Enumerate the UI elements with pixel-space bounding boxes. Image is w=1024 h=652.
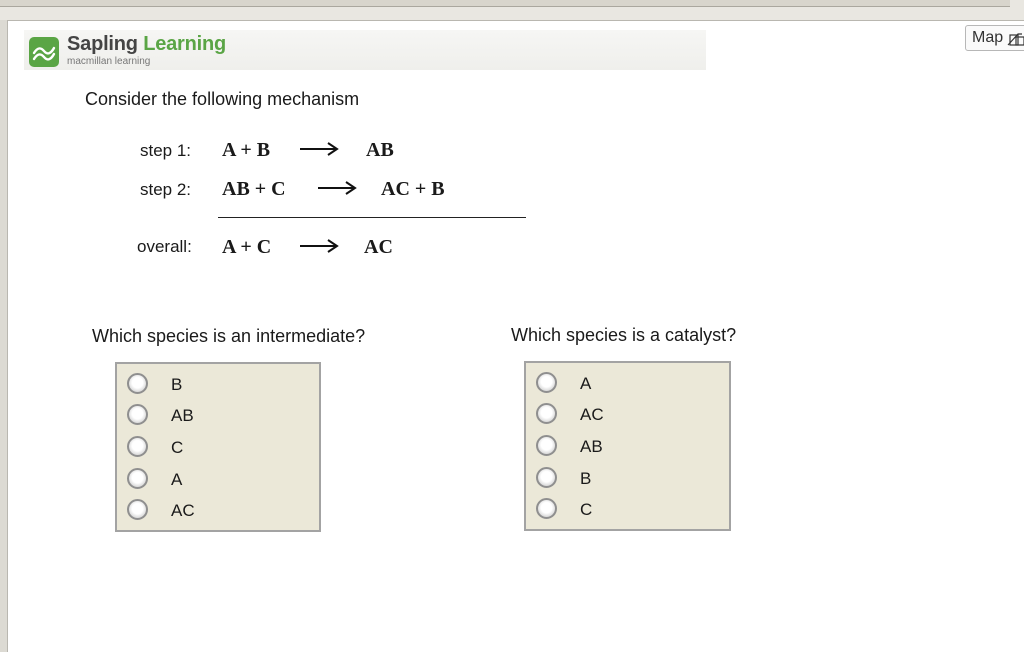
option-label: B — [171, 375, 183, 394]
radio-button[interactable] — [127, 499, 148, 520]
intermediate-option[interactable] — [117, 495, 319, 525]
map-button-label: Map — [972, 29, 1004, 46]
radio-button[interactable] — [536, 435, 557, 456]
option-label: B — [580, 469, 592, 488]
radio-button[interactable] — [127, 373, 148, 394]
overall-reactants: A + C — [222, 236, 272, 258]
radio-button[interactable] — [536, 372, 557, 393]
radio-button[interactable] — [536, 498, 557, 519]
window-top-frame — [0, 0, 1024, 21]
sapling-logo-icon — [29, 37, 59, 67]
sapling-logo-title — [67, 33, 226, 56]
option-label: A — [171, 470, 183, 489]
logo-title-learning: Learning — [143, 33, 227, 55]
logo-title-sapling: Sapling — [67, 33, 138, 55]
overall-arrow-icon — [300, 238, 340, 254]
map-button[interactable] — [965, 25, 1024, 51]
radio-button[interactable] — [127, 436, 148, 457]
catalyst-options — [524, 361, 731, 531]
overall-divider — [218, 217, 526, 218]
map-icon — [1006, 31, 1024, 47]
radio-button[interactable] — [536, 403, 557, 424]
step2-label: step 2: — [140, 180, 192, 199]
option-label: AC — [171, 501, 195, 520]
step2-reactants: AB + C — [222, 178, 286, 200]
overall-label: overall: — [137, 237, 192, 256]
question-intro: Consider the following mechanism — [85, 89, 360, 109]
catalyst-option[interactable] — [526, 494, 729, 524]
logo-subtitle: macmillan learning — [67, 56, 151, 67]
step2-arrow-icon — [318, 180, 358, 196]
window-left-frame — [0, 20, 8, 652]
catalyst-option[interactable] — [526, 431, 729, 461]
intermediate-option[interactable] — [117, 369, 319, 399]
radio-button[interactable] — [127, 468, 148, 489]
intermediate-option[interactable] — [117, 400, 319, 430]
intermediate-options — [115, 362, 321, 532]
option-label: C — [171, 438, 184, 457]
option-label: A — [580, 374, 592, 393]
sapling-header — [24, 30, 706, 70]
window-top-border — [0, 0, 1010, 7]
intermediate-question: Which species is an intermediate? — [92, 326, 366, 346]
radio-button[interactable] — [536, 467, 557, 488]
overall-products: AC — [364, 236, 393, 258]
catalyst-question: Which species is a catalyst? — [511, 325, 737, 345]
catalyst-option[interactable] — [526, 463, 729, 493]
step1-products: AB — [366, 139, 394, 161]
step1-label: step 1: — [140, 141, 192, 160]
radio-button[interactable] — [127, 404, 148, 425]
option-label: AB — [580, 437, 603, 456]
catalyst-option[interactable] — [526, 368, 729, 398]
step1-arrow-icon — [300, 141, 340, 157]
option-label: AC — [580, 405, 604, 424]
intermediate-option[interactable] — [117, 432, 319, 462]
intermediate-option[interactable] — [117, 464, 319, 494]
step1-reactants: A + B — [222, 139, 271, 161]
option-label: C — [580, 500, 593, 519]
option-label: AB — [171, 406, 194, 425]
catalyst-option[interactable] — [526, 399, 729, 429]
step2-products: AC + B — [381, 178, 445, 200]
